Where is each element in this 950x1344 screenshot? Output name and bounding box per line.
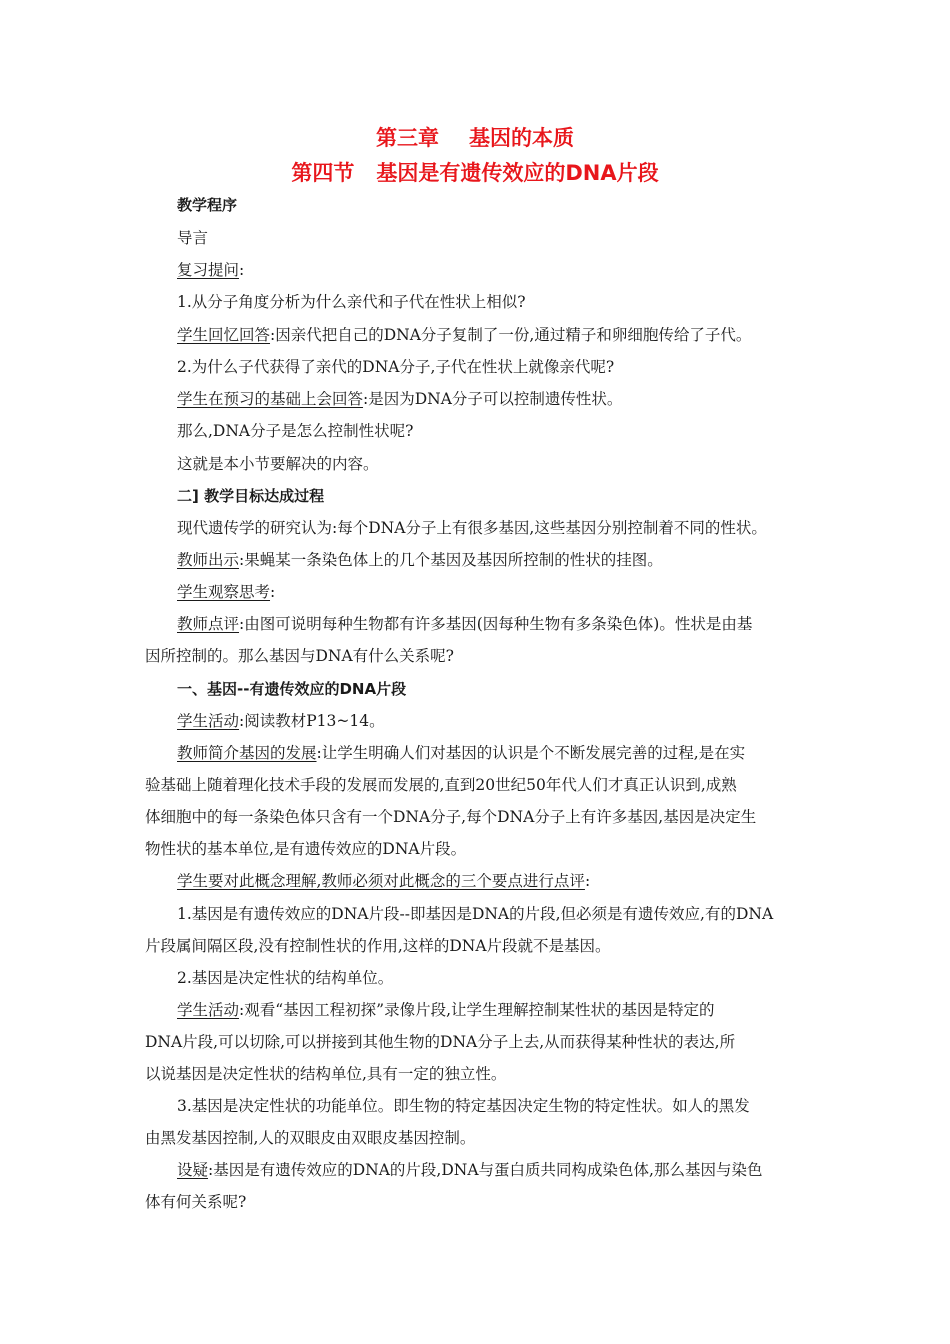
line-text: :观看“基因工程初探”录像片段,让学生理解控制某性状的基因是特定的 <box>239 1001 715 1019</box>
line-text: :因亲代把自己的DNA分子复制了一份,通过精子和卵细胞传给了子代。 <box>270 326 752 344</box>
paragraph-line: 现代遗传学的研究认为:每个DNA分子上有很多基因,这些基因分别控制着不同的性状。 <box>177 519 767 537</box>
paragraph-line: 1.从分子角度分析为什么亲代和子代在性状上相似? <box>177 293 526 311</box>
heading-objectives: 二] 教学目标达成过程 <box>177 487 325 505</box>
line-text: :阅读教材P13~14。 <box>239 712 385 730</box>
line-text: :让学生明确人们对基因的认识是个不断发展完善的过程,是在实 <box>316 744 746 762</box>
paragraph-line: 因所控制的。那么基因与DNA有什么关系呢? <box>145 647 454 665</box>
chapter-title: 第三章 <box>376 126 439 150</box>
line-text: :基因是有遗传效应的DNA的片段,DNA与蛋白质共同构成染色体,那么基因与染色 <box>208 1161 763 1179</box>
paragraph-line: 那么,DNA分子是怎么控制性状呢? <box>177 422 414 440</box>
underlined-label: 学生要对此概念理解,教师必须对此概念的三个要点进行点评 <box>177 872 585 890</box>
line-text: : <box>270 583 276 601</box>
paragraph-line <box>177 550 663 570</box>
paragraph-line: 验基础上随着理化技术手段的发展而发展的,直到20世纪50年代人们才真正认识到,成熟 <box>145 776 737 794</box>
underlined-label: 学生在预习的基础上会回答 <box>177 390 364 408</box>
paragraph-line: 2.为什么子代获得了亲代的DNA分子,子代在性状上就像亲代呢? <box>177 358 615 376</box>
paragraph-line <box>177 743 745 763</box>
paragraph-line <box>177 389 622 409</box>
underlined-label: 教师点评 <box>177 615 240 633</box>
section-heading <box>0 157 950 187</box>
paragraph-line: 3.基因是决定性状的功能单位。即生物的特定基因决定生物的特定性状。如人的黑发 <box>177 1097 750 1115</box>
line-text: :是因为DNA分子可以控制遗传性状。 <box>363 390 623 408</box>
paragraph-line: 以说基因是决定性状的结构单位,具有一定的独立性。 <box>145 1065 507 1083</box>
paragraph-line: 导言 <box>177 229 209 247</box>
paragraph-line <box>177 711 385 731</box>
paragraph-line <box>177 871 590 891</box>
underlined-label: 复习提问 <box>177 261 240 279</box>
paragraph-line <box>177 614 752 634</box>
paragraph-line: 片段属间隔区段,没有控制性状的作用,这样的DNA片段就不是基因。 <box>145 937 611 955</box>
heading-gene-dna-segment: 一、基因--有遗传效应的DNA片段 <box>177 680 407 698</box>
underlined-label: 学生活动 <box>177 1001 240 1019</box>
paragraph-line <box>177 260 244 280</box>
chapter-subtitle: 基因的本质 <box>469 126 574 150</box>
chapter-heading <box>0 122 950 152</box>
underlined-label: 教师简介基因的发展 <box>177 744 317 762</box>
underlined-label: 学生回忆回答 <box>177 326 271 344</box>
line-text: : <box>584 872 591 890</box>
paragraph-line: 1.基因是有遗传效应的DNA片段--即基因是DNA的片段,但必须是有遗传效应,有的DNA <box>177 905 774 923</box>
paragraph-line <box>177 1000 715 1020</box>
paragraph-line <box>177 325 751 345</box>
paragraph-line: 物性状的基本单位,是有遗传效应的DNA片段。 <box>145 840 467 858</box>
paragraph-line <box>177 1160 762 1180</box>
section-subtitle: 基因是有遗传效应的DNA片段 <box>376 161 659 185</box>
heading-teaching-procedure: 教学程序 <box>177 196 238 214</box>
underlined-label: 设疑 <box>177 1161 209 1179</box>
line-text: :由图可说明每种生物都有许多基因(因每种生物有多条染色体)。性状是由基 <box>239 615 753 633</box>
paragraph-line: DNA片段,可以切除,可以拼接到其他生物的DNA分子上去,从而获得某种性状的表达,所 <box>145 1033 736 1051</box>
underlined-label: 教师出示 <box>177 551 240 569</box>
paragraph-line <box>177 582 275 602</box>
paragraph-line: 体有何关系呢? <box>145 1193 247 1211</box>
line-text: : <box>239 261 245 279</box>
section-title: 第四节 <box>291 161 355 185</box>
paragraph-line: 体细胞中的每一条染色体只含有一个DNA分子,每个DNA分子上有许多基因,基因是决定生 <box>145 808 757 826</box>
underlined-label: 学生观察思考 <box>177 583 271 601</box>
paragraph-line: 由黑发基因控制,人的双眼皮由双眼皮基因控制。 <box>145 1129 476 1147</box>
paragraph-line: 2.基因是决定性状的结构单位。 <box>177 969 394 987</box>
underlined-label: 学生活动 <box>177 712 240 730</box>
paragraph-line: 这就是本小节要解决的内容。 <box>177 455 379 473</box>
line-text: :果蝇某一条染色体上的几个基因及基因所控制的性状的挂图。 <box>239 551 663 569</box>
